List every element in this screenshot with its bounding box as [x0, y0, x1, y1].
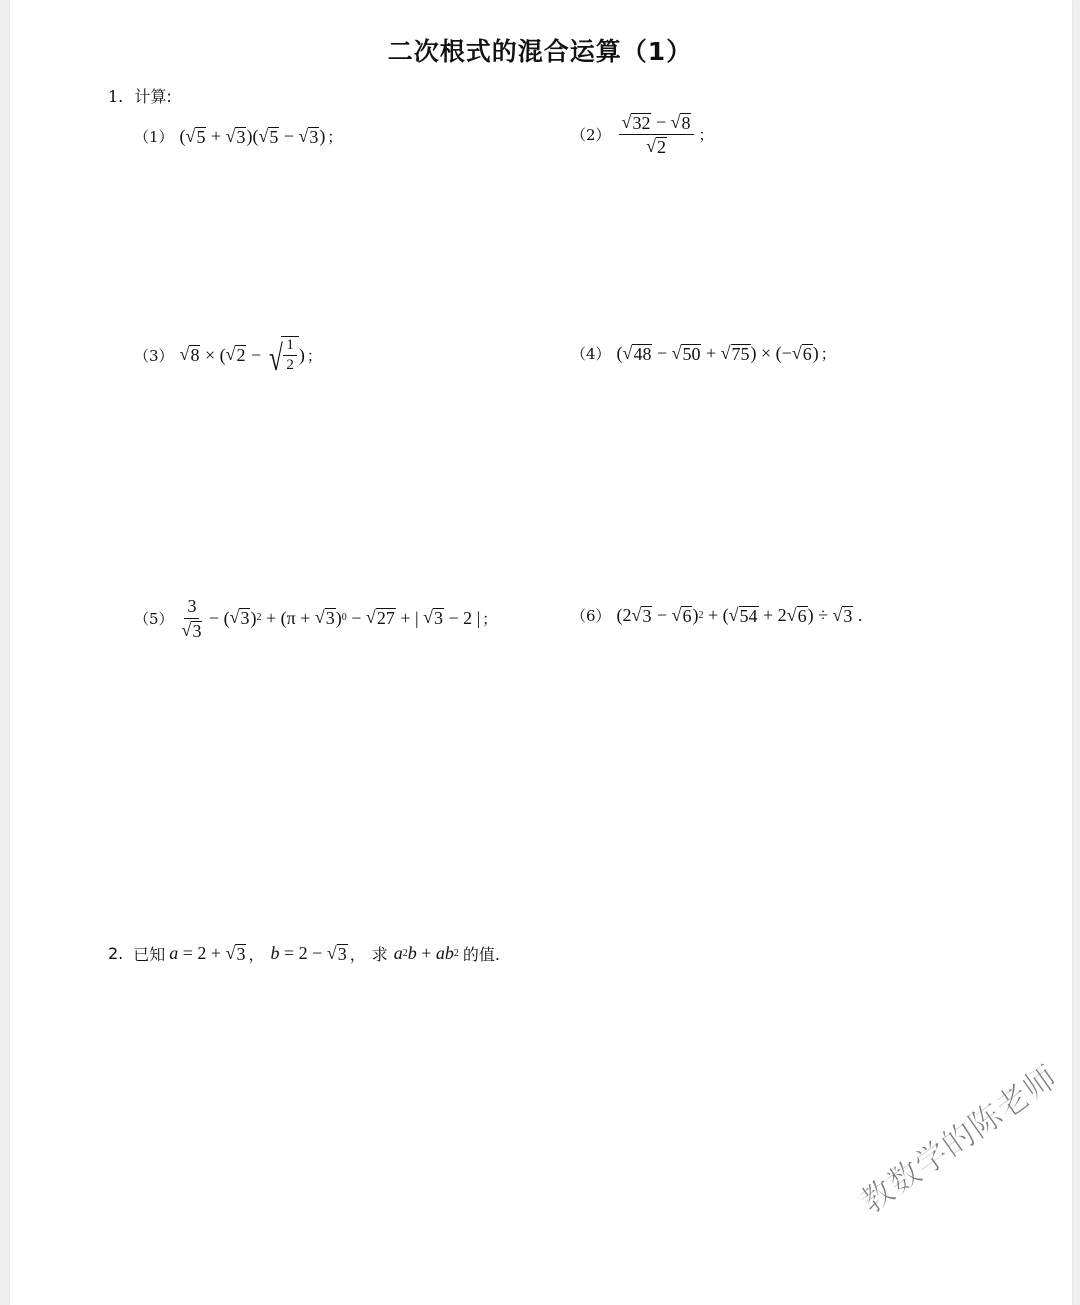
- question-1-number: 1.: [108, 87, 124, 106]
- problem-2: [571, 112, 714, 157]
- problem-5: [134, 596, 497, 641]
- question-2-b-expression: b = 2 − √ 3: [270, 942, 347, 964]
- question-2-known: 已知: [133, 945, 166, 964]
- question-2-tail: 的值.: [462, 945, 500, 964]
- problem-5-label: （5）: [134, 609, 174, 628]
- question-2-ask: 求: [371, 945, 388, 964]
- question-2-target-expression: a 2 b + ab 2: [393, 943, 459, 963]
- problem-1-label: （1）: [134, 128, 174, 146]
- question-1-prompt: 计算:: [134, 87, 172, 106]
- page-title: 二次根式的混合运算（1）: [387, 37, 693, 66]
- worksheet-page: [10, 0, 1072, 1305]
- problem-5-expression: 3 √ 3 − ( √ 3 ) 2 + (π + √ 3 ) 0 − √ 27 + | √ 3 − 2 | ；: [181, 596, 498, 641]
- problem-2-expression: √ 32 − √ 8 √ 2 ；: [617, 112, 714, 157]
- question-1-header: [108, 84, 172, 107]
- problem-6: [571, 605, 862, 626]
- watermark: 教数学的陈老师: [853, 1057, 1065, 1222]
- problem-4-label: （4）: [571, 345, 611, 363]
- problem-1-expression: ( √ 5 + √ 3 )( √ 5 − √ 3 ) ；: [179, 125, 343, 147]
- problem-1: [134, 126, 342, 147]
- problem-6-expression: (2 √ 3 − √ 6 ) 2 + ( √ 54 + 2 √ 6 ) ÷ √ 3 .: [616, 604, 863, 626]
- problem-2-label: （2）: [571, 125, 611, 144]
- problem-3-label: （3）: [134, 346, 174, 365]
- problem-3: [134, 336, 322, 379]
- problem-4-expression: ( √ 48 − √ 50 + √ 75 ) × (− √ 6 ) ；: [616, 342, 836, 364]
- question-2: 2. 已知 a = 2 + √ 3 ， b = 2 − √ 3 ， 求 a 2 b + ab 2 的值.: [108, 942, 500, 964]
- question-2-number: 2.: [108, 944, 124, 963]
- problem-3-expression: √ 8 × ( √ 2 − √ $\frac{1}{2}$ ) ；: [179, 337, 322, 379]
- question-2-a-expression: a = 2 + √ 3: [169, 942, 246, 964]
- problem-4: [571, 343, 836, 364]
- problem-6-label: （6）: [571, 607, 611, 625]
